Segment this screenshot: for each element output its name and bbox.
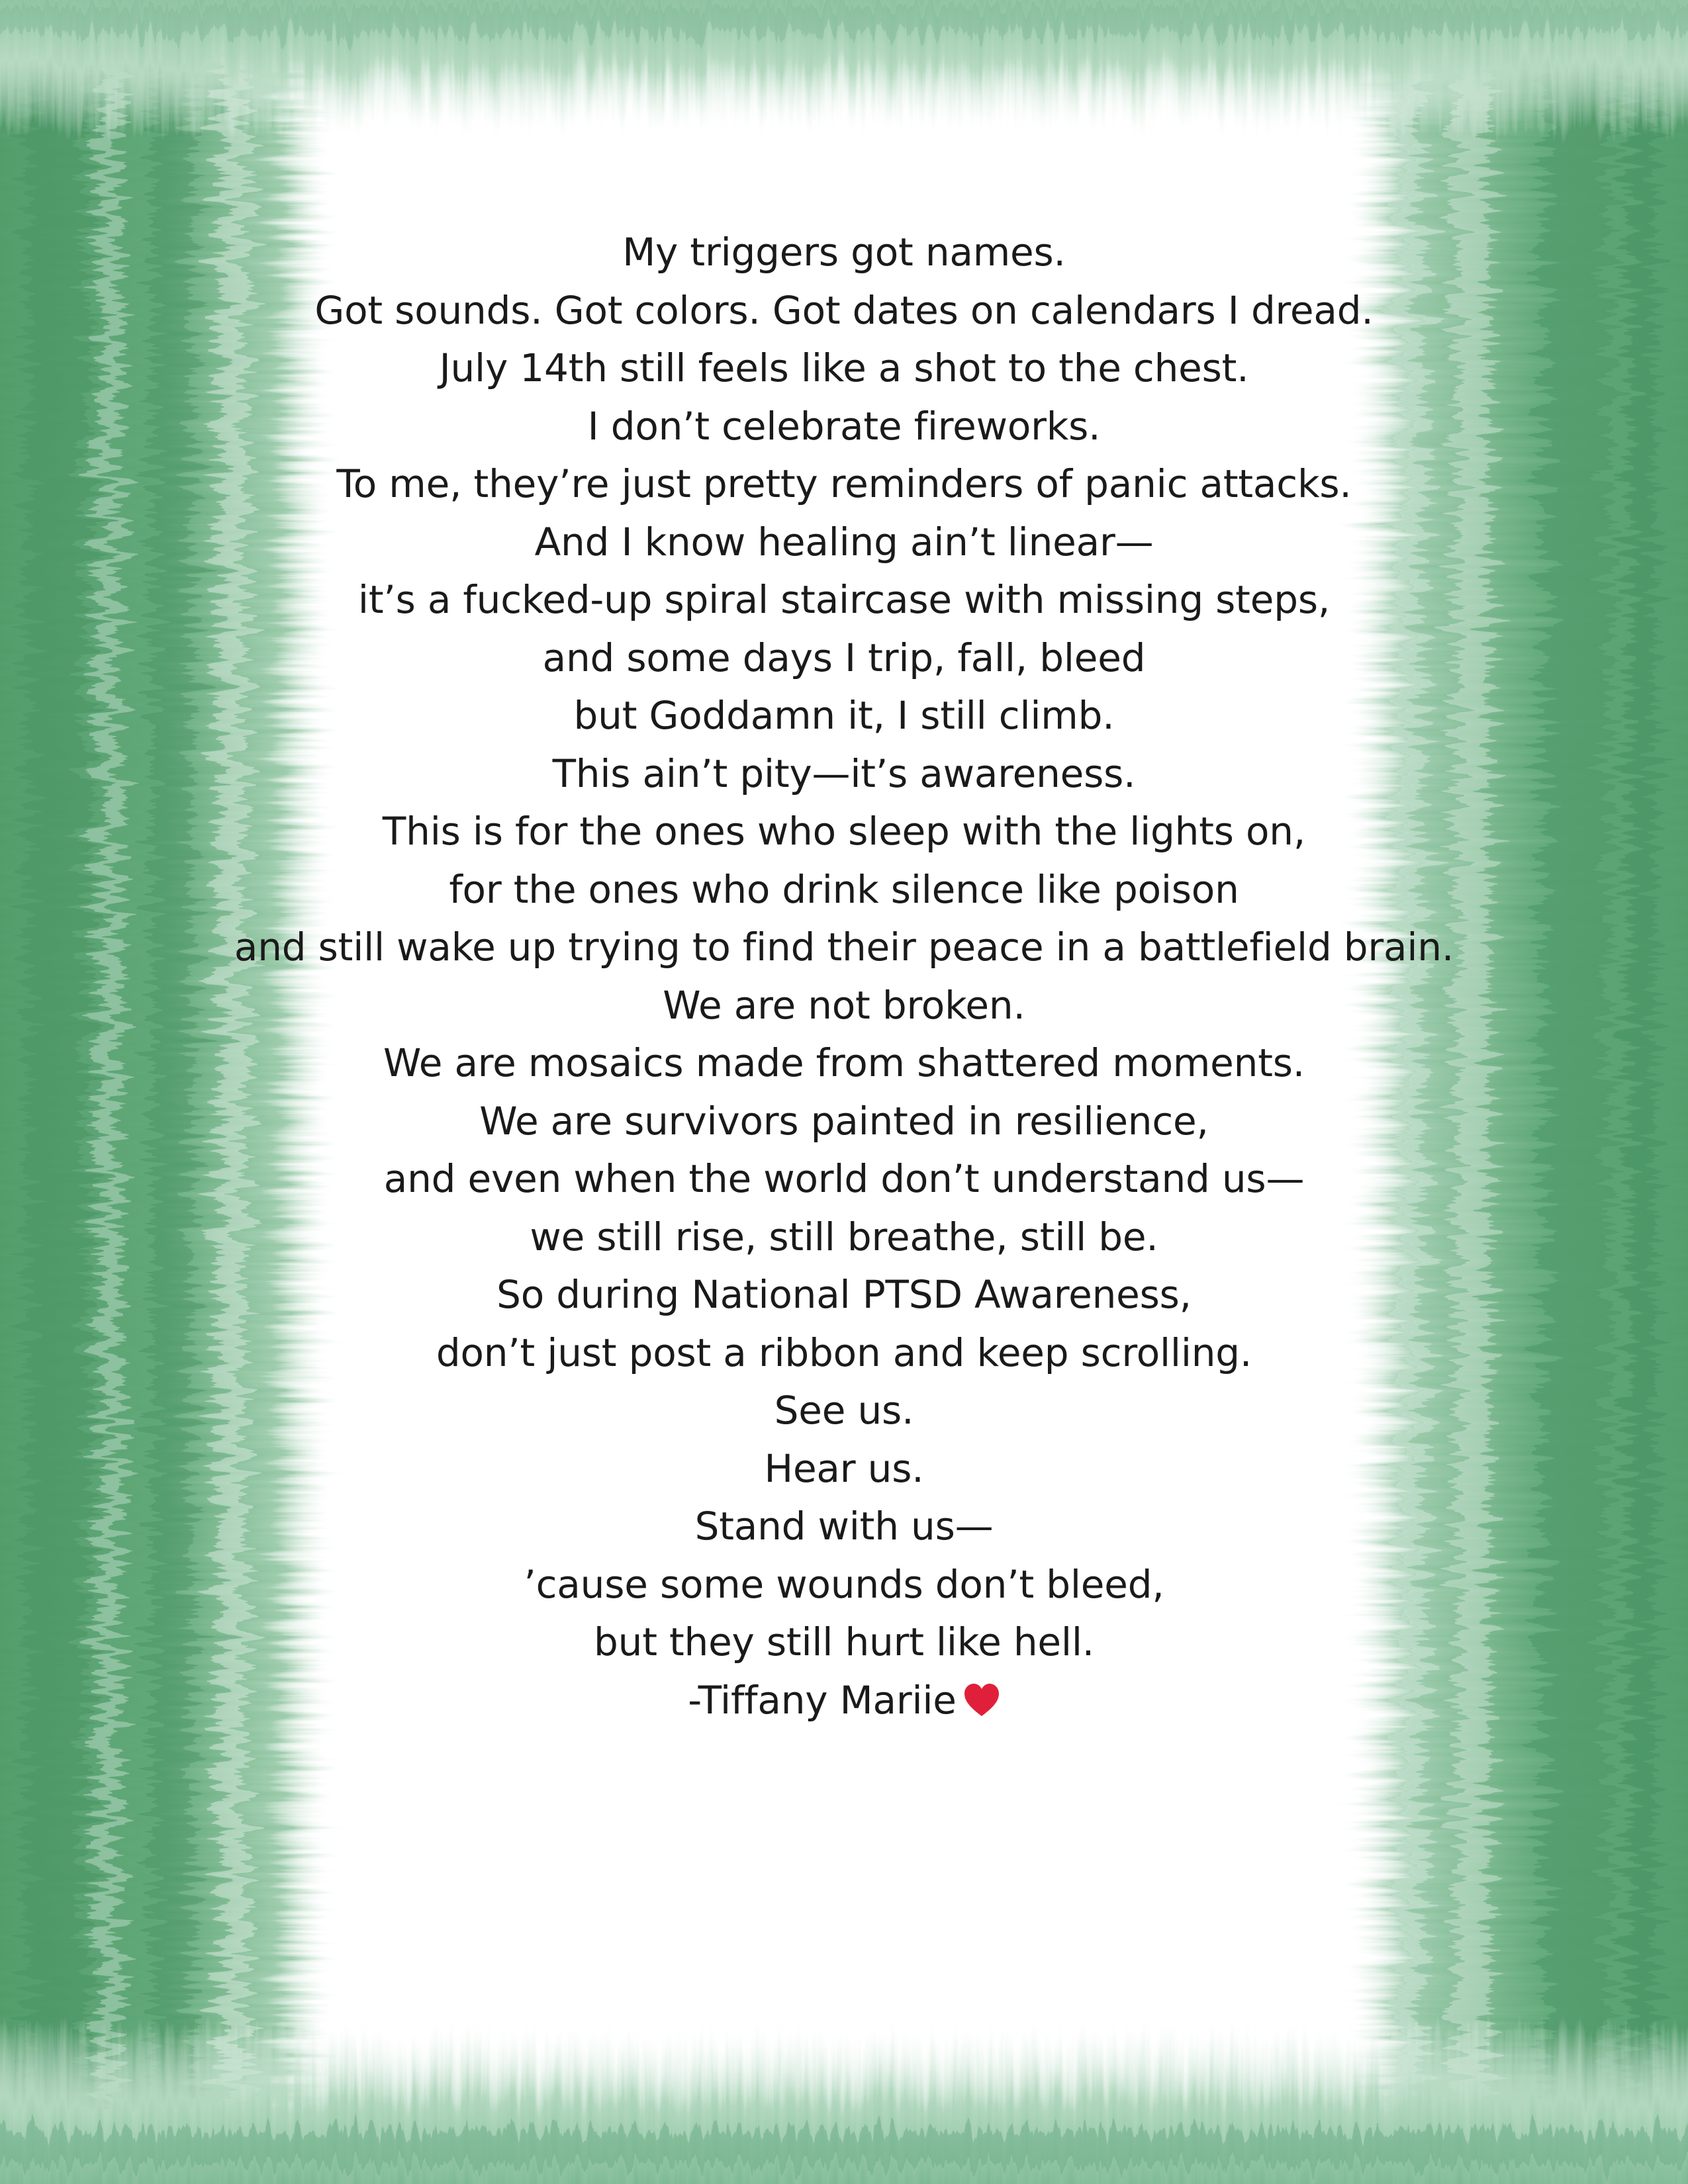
poem-line: but they still hurt like hell. bbox=[594, 1619, 1094, 1664]
poem-line: and still wake up trying to find their peace in a battlefield brain. bbox=[234, 925, 1454, 970]
poem-line: To me, they’re just pretty reminders of panic attacks. bbox=[336, 461, 1352, 506]
poem-line: Got sounds. Got colors. Got dates on calendars I dread. bbox=[314, 287, 1374, 333]
heart-icon bbox=[963, 1676, 1000, 1734]
signature-line bbox=[0, 1672, 1688, 1734]
poem-line: July 14th still feels like a shot to the chest. bbox=[439, 345, 1249, 390]
poem-line: we still rise, still breathe, still be. bbox=[530, 1214, 1158, 1259]
poem-line: but Goddamn it, I still climb. bbox=[573, 693, 1115, 738]
poem-line: My triggers got names. bbox=[622, 230, 1066, 275]
poem-line: See us. bbox=[774, 1388, 914, 1433]
poem-line: don’t just post a ribbon and keep scrolling. bbox=[436, 1330, 1252, 1375]
poem-line: it’s a fucked-up spiral staircase with missing steps, bbox=[357, 577, 1331, 622]
poem-line: And I know healing ain’t linear— bbox=[534, 519, 1154, 565]
poem-line: We are not broken. bbox=[663, 982, 1025, 1028]
poem-line: and some days I trip, fall, bleed bbox=[542, 635, 1146, 680]
poem-line: Hear us. bbox=[764, 1445, 924, 1491]
poem-line: We are mosaics made from shattered moments. bbox=[383, 1040, 1305, 1085]
poem-line: This ain’t pity—it’s awareness. bbox=[552, 751, 1136, 796]
poem-text-block bbox=[0, 224, 1688, 1733]
poem-line: ’cause some wounds don’t bleed, bbox=[524, 1561, 1164, 1607]
poem-line: We are survivors painted in resilience, bbox=[479, 1098, 1209, 1144]
poem-line: and even when the world don’t understand us— bbox=[383, 1156, 1305, 1201]
poem-line: for the ones who drink silence like poison bbox=[449, 866, 1239, 912]
poem-line: Stand with us— bbox=[694, 1504, 994, 1549]
author-signature: -Tiffany Mariie bbox=[688, 1677, 957, 1723]
poem-line: I don’t celebrate fireworks. bbox=[587, 403, 1101, 449]
poem-line: This is for the ones who sleep with the lights on, bbox=[382, 809, 1306, 854]
poem-line: So during National PTSD Awareness, bbox=[496, 1272, 1192, 1317]
